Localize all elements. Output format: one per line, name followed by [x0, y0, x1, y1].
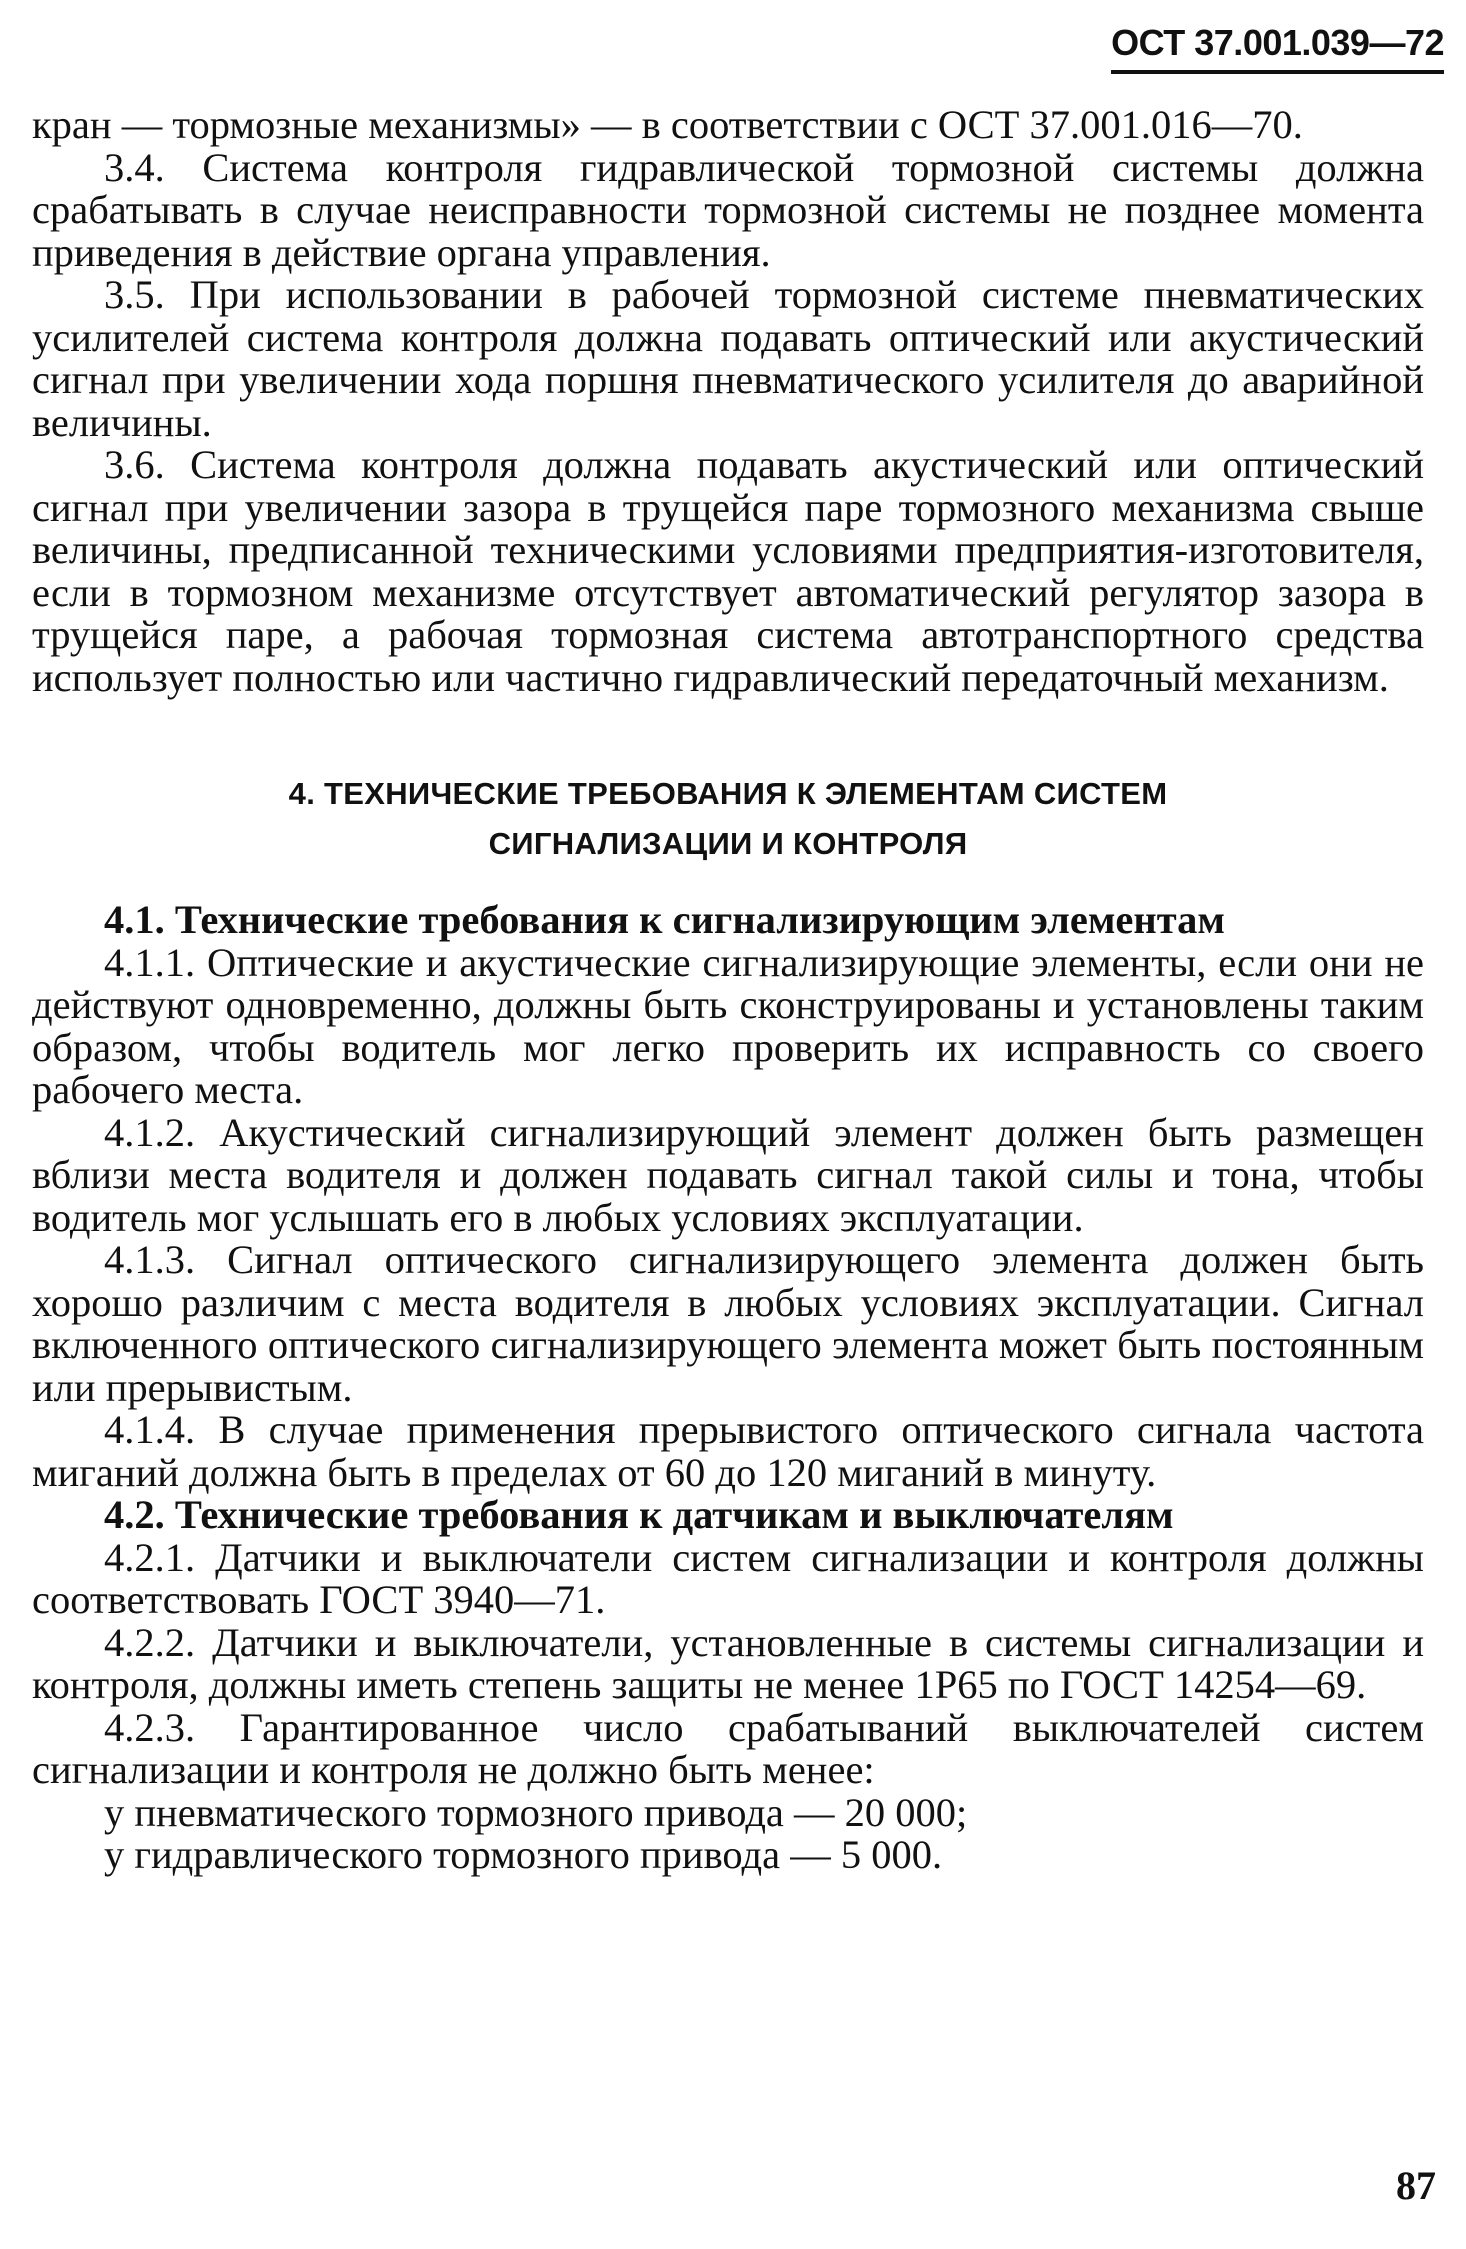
subheading-4-2: 4.2. Технические требования к датчикам и выключателям [104, 1492, 1174, 1537]
paragraph-continuation: кран — тормозные механизмы» — в соответствии с ОСТ 37.001.016—70. [32, 102, 1303, 147]
paragraph-4-2-1: 4.2.1. Датчики и выключатели систем сигнализации и контроля должны соответствовать ГОСТ 3940—71. [32, 1534, 1424, 1622]
paragraph-4-1-1: 4.1.1. Оптические и акустические сигнализирующие элементы, если они не действуют одновременно, должны быть сконструированы и установлены таким образом, чтобы водитель мог легко проверить их исправность со своего рабочего места. [32, 939, 1424, 1112]
paragraph-3-5: 3.5. При использовании в рабочей тормозной системе пневматических усилителей система контроля должна подавать оптический или акустический сигнал при увеличении хода поршня пневматического усилителя до аварийной величины. [32, 272, 1424, 445]
section-title-line-2: СИГНАЛИЗАЦИИ И КОНТРОЛЯ [488, 826, 968, 861]
paragraph-4-2-2: 4.2.2. Датчики и выключатели, установленные в системы сигнализации и контроля, должны иметь степень защиты не менее 1Р65 по ГОСТ 14254—69. [32, 1619, 1424, 1707]
paragraph-3-4: 3.4. Система контроля гидравлической тормозной системы должна срабатывать в случае неисправности тормозной системы не позднее момента приведения в действие органа управления. [32, 144, 1424, 275]
page-body [32, 104, 1424, 1877]
subheading-4-1: 4.1. Технические требования к сигнализирующим элементам [104, 897, 1225, 942]
paragraph-4-1-4: 4.1.4. В случае применения прерывистого оптического сигнала частота миганий должна быть в пределах от 60 до 120 миганий в минуту. [32, 1407, 1424, 1495]
paragraph-4-1-2: 4.1.2. Акустический сигнализирующий элемент должен быть размещен вблизи места водителя и должен подавать сигнал такой силы и тона, чтобы водитель мог услышать его в любых условиях эксплуатации. [32, 1109, 1424, 1240]
page-number: 87 [1396, 2163, 1436, 2208]
paragraph-3-6: 3.6. Система контроля должна подавать акустический или оптический сигнал при увеличении зазора в трущейся паре тормозного механизма свыше величины, предписанной техническими условиями предприятия-изготовителя, если в тормозном механизме отсутствует автоматический регулятор зазора в трущейся паре, а рабочая тормозная система автотранспортного средства использует полностью или частично гидравлический передаточный механизм. [32, 442, 1424, 700]
section-4-title [32, 769, 1424, 869]
document-code-header: ОСТ 37.001.039—72 [1111, 22, 1444, 74]
paragraph-4-1-3: 4.1.3. Сигнал оптического сигнализирующего элемента должен быть хорошо различим с места водителя в любых условиях эксплуатации. Сигнал включенного оптического сигнализирующего элемента может быть постоянным или прерывистым. [32, 1237, 1424, 1410]
list-item-hydraulic: у гидравлического тормозного привода — 5 000. [104, 1832, 943, 1877]
section-title-line-1: 4. ТЕХНИЧЕСКИЕ ТРЕБОВАНИЯ К ЭЛЕМЕНТАМ СИСТЕМ [288, 776, 1168, 811]
paragraph-4-2-3: 4.2.3. Гарантированное число срабатываний выключателей систем сигнализации и контроля не должно быть менее: [32, 1704, 1424, 1792]
list-item-pneumatic: у пневматического тормозного привода — 20 000; [104, 1789, 968, 1835]
